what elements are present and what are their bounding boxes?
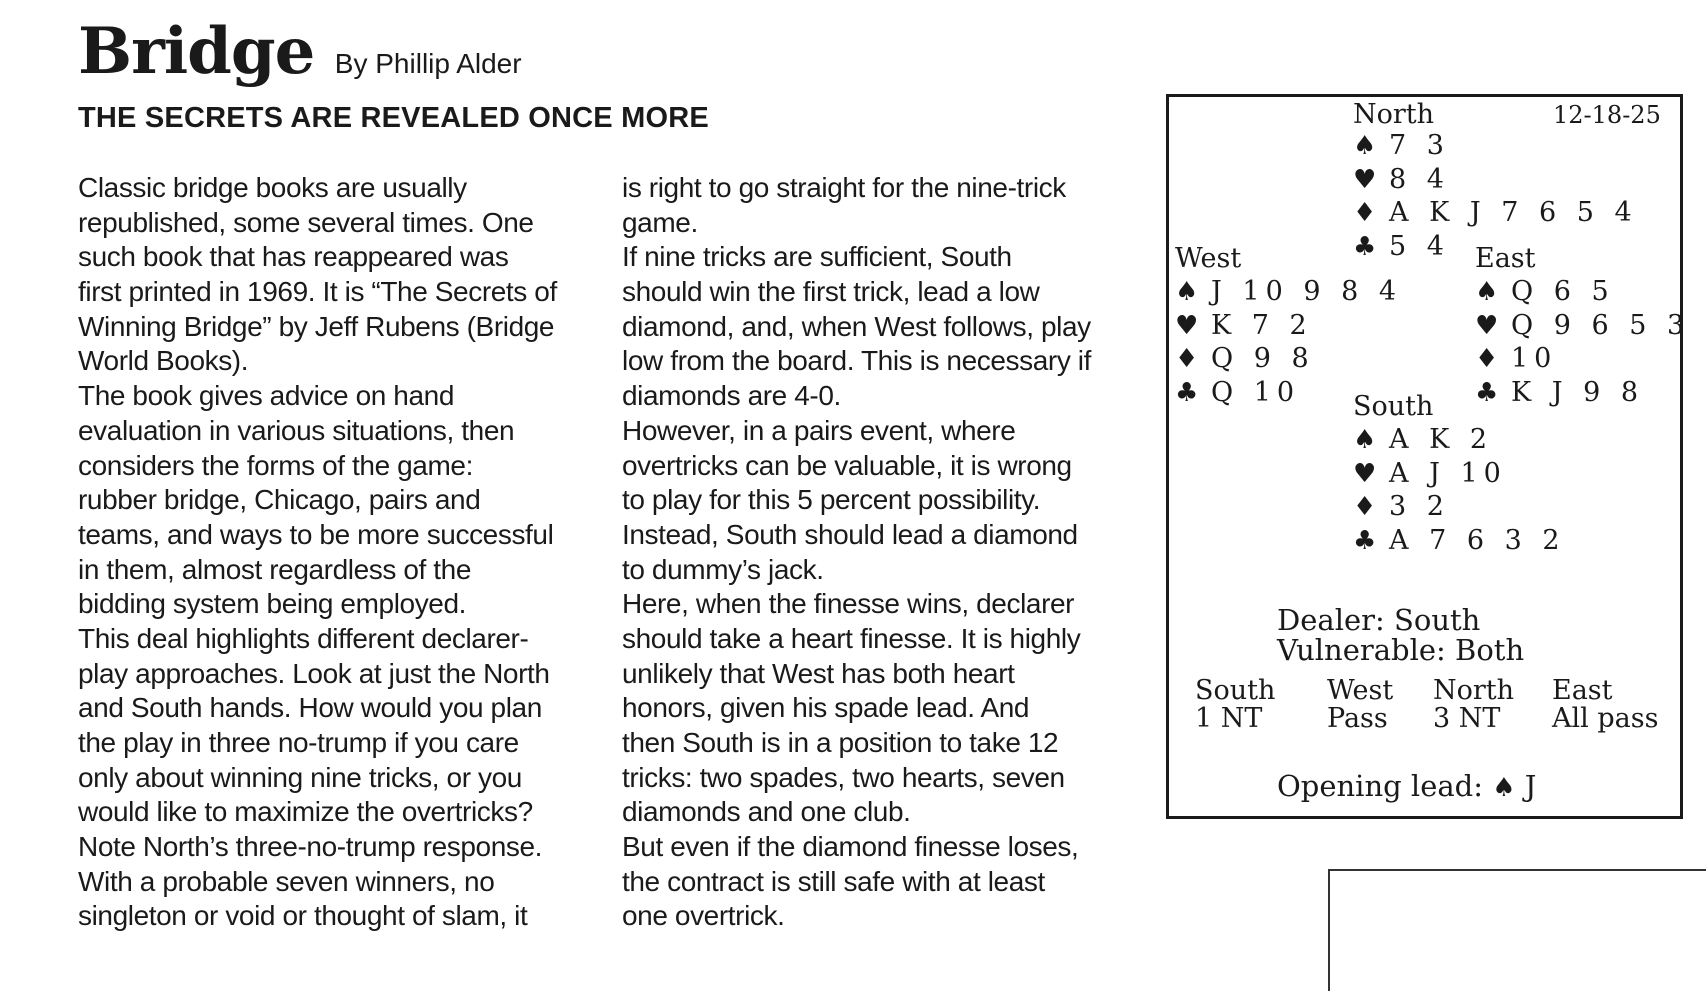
article-line: play approaches. Look at just the North (78, 657, 550, 689)
masthead (78, 14, 522, 89)
west-spades-cards: J 10 9 8 4 (1211, 276, 1403, 307)
auction-column (1552, 677, 1658, 733)
auction-bid: 1 NT (1195, 703, 1263, 734)
article-line: overtricks can be valuable, it is wrong (622, 449, 1072, 481)
diamond-icon: ♦ (1353, 492, 1377, 523)
west-clubs-cards: Q 10 (1211, 376, 1301, 408)
article-line: and South hands. How would you plan (78, 692, 542, 724)
heart-icon: ♥ (1475, 310, 1499, 341)
article-line: The book gives advice on hand (78, 380, 454, 412)
article-line: republished, some several times. One (78, 206, 534, 238)
vulnerable-text: Vulnerable: Both (1277, 633, 1525, 667)
article-line: game. (622, 206, 698, 238)
south-hearts-row (1353, 457, 1566, 491)
south-diamonds-cards: 3 2 (1389, 491, 1450, 523)
west-hearts-row (1175, 309, 1402, 343)
adjacent-frame (1328, 869, 1706, 991)
article-line: would like to maximize the overtricks? (78, 796, 533, 828)
bridge-diagram (1166, 94, 1691, 819)
article-line: considers the forms of the game: (78, 449, 473, 481)
west-diamonds-row (1175, 342, 1402, 376)
article-line: bidding system being employed. (78, 588, 467, 620)
south-diamonds-row (1353, 490, 1566, 524)
article-line: honors, given his spade lead. And (622, 692, 1030, 724)
article-column-2 (622, 171, 1142, 934)
deal-date: 12-18-25 (1553, 101, 1661, 129)
east-diamonds-row (1475, 342, 1690, 376)
article-line: singleton or void or thought of slam, it (78, 900, 528, 932)
auction-table (1195, 677, 1665, 733)
column-title: Bridge (78, 14, 315, 89)
north-clubs-cards: 5 4 (1389, 230, 1450, 262)
east-hearts-row (1475, 309, 1690, 343)
north-spades-row (1353, 129, 1638, 163)
club-icon: ♣ (1175, 377, 1199, 408)
article-line: World Books). (78, 345, 249, 377)
north-label: North (1353, 99, 1435, 130)
diamond-icon: ♦ (1175, 344, 1199, 375)
opening-lead (1277, 769, 1536, 803)
auction-bid: All pass (1552, 703, 1659, 734)
west-hand (1175, 275, 1402, 409)
east-hearts-cards: Q 9 6 5 3 (1511, 309, 1691, 341)
article-line: diamonds and one club. (622, 796, 911, 828)
south-hand (1353, 423, 1566, 557)
north-hearts-cards: 8 4 (1389, 163, 1450, 195)
heart-icon: ♥ (1353, 458, 1377, 489)
article-line: rubber bridge, Chicago, pairs and (78, 484, 481, 516)
spade-icon: ♠ (1175, 277, 1199, 307)
article-line: teams, and ways to be more successful (78, 518, 554, 550)
article-line: only about winning nine tricks, or you (78, 761, 522, 793)
auction-bid: Pass (1327, 703, 1388, 734)
south-spades-row (1353, 423, 1566, 457)
diamond-icon: ♦ (1353, 198, 1377, 229)
byline: By Phillip Alder (334, 48, 522, 79)
north-diamonds-row (1353, 196, 1638, 230)
article-column-1 (78, 171, 598, 934)
east-spades-row (1475, 275, 1690, 309)
article-line: evaluation in various situations, then (78, 414, 515, 446)
article-line: should take a heart finesse. It is highly (622, 622, 1081, 654)
article-line: to play for this 5 percent possibility. (622, 484, 1041, 516)
article-line: This deal highlights different declarer- (78, 622, 529, 654)
south-spades-cards: A K 2 (1389, 424, 1494, 455)
article-line: the play in three no-trump if you care (78, 727, 519, 758)
auction-column (1327, 677, 1433, 733)
north-hearts-row (1353, 163, 1638, 197)
auction-header: South (1195, 675, 1276, 706)
north-diamonds-cards: A K J 7 6 5 4 (1389, 197, 1638, 229)
article-line: one overtrick. (622, 900, 785, 932)
east-clubs-row (1475, 376, 1690, 410)
article-line: Winning Bridge” by Jeff Rubens (Bridge (78, 310, 555, 342)
spade-icon: ♠ (1353, 425, 1377, 455)
south-clubs-cards: A 7 6 3 2 (1389, 524, 1566, 556)
auction-header: North (1433, 675, 1515, 706)
article-line: diamond, and, when West follows, play (622, 310, 1091, 342)
club-icon: ♣ (1475, 377, 1499, 408)
auction-header: West (1327, 675, 1394, 706)
article-line: But even if the diamond finesse loses, (622, 831, 1079, 863)
article-line: Note North’s three-no-trump response. (78, 831, 543, 863)
east-hand (1475, 275, 1690, 409)
east-clubs-cards: K J 9 8 (1511, 376, 1645, 408)
article-line: Instead, South should lead a diamond (622, 518, 1078, 550)
west-spades-row (1175, 275, 1402, 309)
article-line: With a probable seven winners, no (78, 865, 495, 897)
spade-icon: ♠ (1475, 277, 1499, 307)
article-line: low from the board. This is necessary if (622, 345, 1092, 377)
club-icon: ♣ (1353, 231, 1377, 262)
article-line: If nine tricks are sufficient, South (622, 241, 1012, 273)
diamond-icon: ♦ (1475, 344, 1499, 375)
auction-column (1195, 677, 1327, 733)
article-line: However, in a pairs event, where (622, 414, 1016, 446)
heart-icon: ♥ (1175, 310, 1199, 341)
article-line: diamonds are 4-0. (622, 380, 841, 412)
auction-bid: 3 NT (1433, 703, 1501, 734)
west-diamonds-cards: Q 9 8 (1211, 343, 1315, 375)
article-line: to dummy’s jack. (622, 553, 824, 585)
east-diamonds-cards: 10 (1511, 343, 1558, 375)
heart-icon: ♥ (1353, 164, 1377, 195)
article-line: the contract is still safe with at least (622, 865, 1045, 897)
north-spades-cards: 7 3 (1389, 130, 1450, 161)
club-icon: ♣ (1353, 525, 1377, 556)
south-hearts-cards: A J 10 (1389, 457, 1507, 489)
article-line: then South is in a position to take 12 (622, 727, 1059, 758)
article-line: Classic bridge books are usually (78, 172, 467, 203)
article-line: is right to go straight for the nine-trick (622, 172, 1066, 203)
south-clubs-row (1353, 524, 1566, 558)
west-hearts-cards: K 7 2 (1211, 309, 1313, 341)
auction-header: East (1552, 675, 1613, 706)
dealer-text: Dealer: South (1277, 603, 1481, 637)
opening-lead-card: J (1524, 769, 1537, 803)
article-line: first printed in 1969. It is “The Secrets of (78, 276, 557, 308)
south-label: South (1353, 391, 1434, 422)
article-line: such book that has reappeared was (78, 241, 509, 273)
auction-column (1433, 677, 1552, 733)
headline: THE SECRETS ARE REVEALED ONCE MORE (78, 102, 709, 134)
east-spades-cards: Q 6 5 (1511, 276, 1615, 307)
spade-icon: ♠ (1492, 773, 1516, 803)
opening-lead-label: Opening lead: (1277, 769, 1483, 803)
east-label: East (1475, 243, 1536, 274)
article-line: in them, almost regardless of the (78, 553, 471, 585)
article-line: tricks: two spades, two hearts, seven (622, 761, 1065, 793)
article-line: Here, when the finesse wins, declarer (622, 588, 1075, 620)
article-line: unlikely that West has both heart (622, 657, 1015, 689)
article-line: should win the first trick, lead a low (622, 276, 1040, 308)
spade-icon: ♠ (1353, 131, 1377, 161)
west-label: West (1175, 243, 1242, 274)
